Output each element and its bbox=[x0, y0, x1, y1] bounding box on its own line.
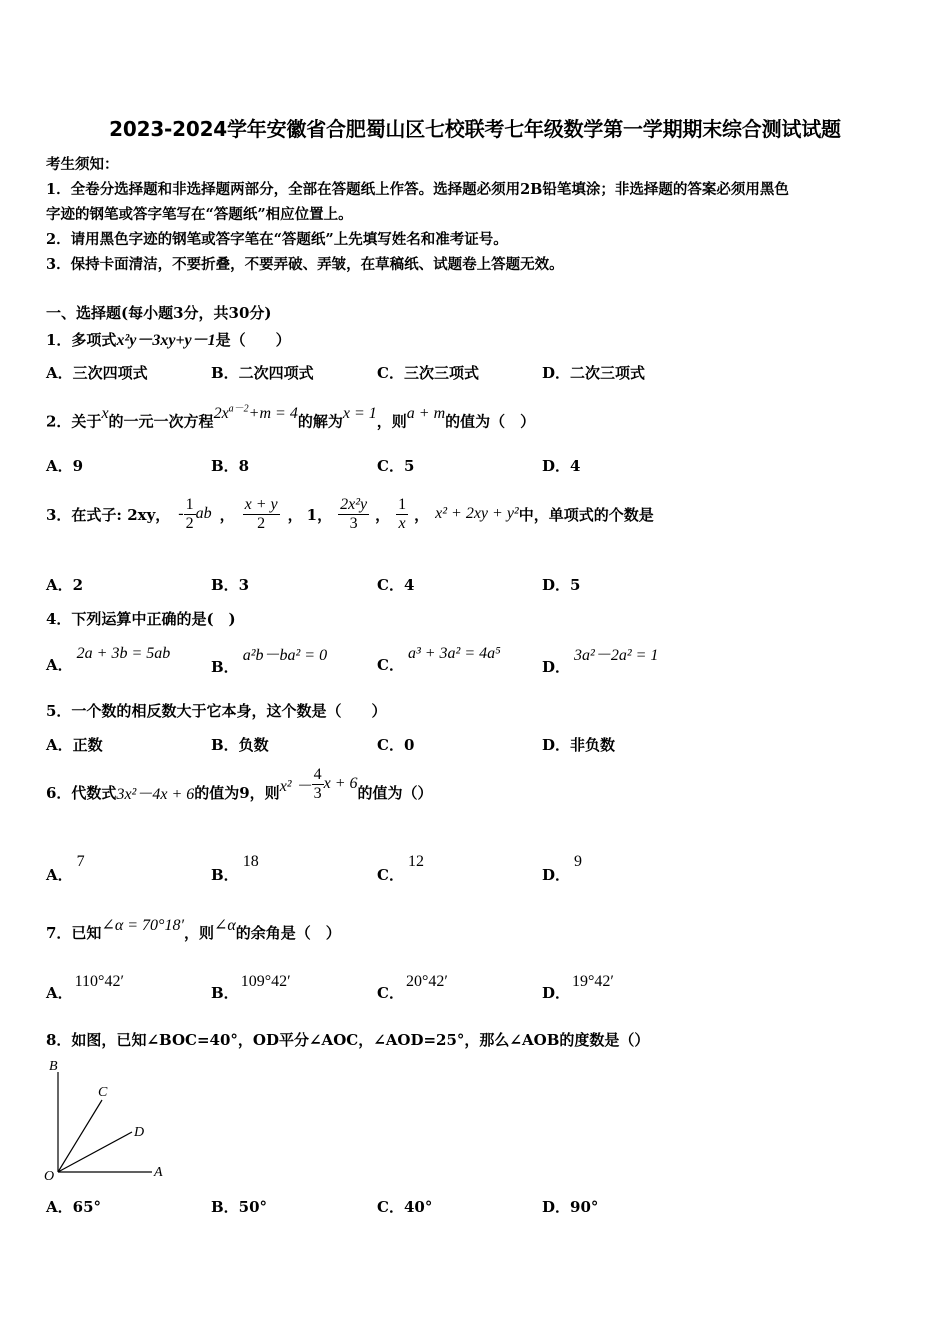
q6-mid: 的值为9，则 bbox=[194, 783, 280, 802]
q3-option-b[interactable]: B．3 bbox=[211, 576, 250, 594]
q6-option-b[interactable]: B．18 bbox=[211, 853, 259, 884]
q7-post: 的余角是（ ） bbox=[235, 924, 341, 942]
label-o: O bbox=[44, 1169, 55, 1183]
q2-option-b[interactable]: B．8 bbox=[211, 457, 250, 475]
question-8: 8．如图，已知∠BOC=40°，OD平分∠AOC，∠AOD=25°，那么∠AOB的度数是（） bbox=[46, 1031, 650, 1049]
q6-post: 的值为（） bbox=[357, 783, 433, 802]
page-title: 2023-2024学年安徽省合肥蜀山区七校联考七年级数学第一学期期末综合测试试题 bbox=[109, 117, 841, 141]
q2-option-a[interactable]: A．9 bbox=[46, 457, 84, 475]
q1-option-c[interactable]: C．三次三项式 bbox=[377, 364, 479, 382]
label-b: B bbox=[49, 1059, 58, 1074]
q6-fraction: $\frac{4}{3}$ bbox=[313, 765, 322, 802]
q3-one: 1， bbox=[306, 505, 333, 524]
q2-mid1: 的一元一次方程 bbox=[108, 412, 214, 431]
notice-heading: 考生须知： bbox=[46, 156, 119, 173]
question-5: 5．一个数的相反数大于它本身，这个数是（ ） bbox=[46, 702, 387, 720]
q6-option-a[interactable]: A．7 bbox=[46, 853, 85, 884]
q3-fraction-4: $\frac{1}{x}$ bbox=[398, 495, 407, 532]
notice-line-1b: 字迹的钢笔或答字笔写在“答题纸”相应位置上。 bbox=[46, 206, 353, 223]
q3-option-c[interactable]: C．4 bbox=[377, 576, 415, 594]
q8-option-c[interactable]: C．40° bbox=[377, 1198, 433, 1216]
q5-option-a[interactable]: A．正数 bbox=[46, 736, 103, 754]
q2-mid2: 的解为 bbox=[297, 412, 343, 431]
notice-line-3: 3．保持卡面清洁，不要折叠，不要弄破、弄皱，在草稿纸、试题卷上答题无效。 bbox=[46, 256, 564, 273]
ray-od bbox=[58, 1132, 132, 1172]
q3-fraction-3: $\frac{\text{2x²y}}{3}$ bbox=[340, 495, 368, 532]
q2-expr: a + m bbox=[406, 405, 446, 423]
q1-option-a[interactable]: A．三次四项式 bbox=[46, 364, 148, 382]
q3-option-a[interactable]: A．2 bbox=[46, 576, 84, 594]
q1-option-d[interactable]: D．二次三项式 bbox=[542, 364, 646, 382]
q6-expr1: 3x²－4x + 6 bbox=[116, 785, 195, 803]
q3-option-d[interactable]: D．5 bbox=[542, 576, 581, 594]
label-d: D bbox=[134, 1125, 145, 1140]
q2-option-c[interactable]: C．5 bbox=[377, 457, 415, 475]
q8-option-b[interactable]: B．50° bbox=[211, 1198, 268, 1216]
q5-option-c[interactable]: C．0 bbox=[377, 736, 415, 754]
q1-post: 是（ ） bbox=[215, 331, 291, 349]
q3-fraction-1: $\frac{1}{2}$ bbox=[185, 495, 194, 532]
q4-option-c[interactable]: C．a³ + 3a² = 4a⁵ bbox=[377, 645, 501, 674]
q2-post: 的值为（ ） bbox=[445, 412, 536, 431]
q4-option-d[interactable]: D．3a²－2a² = 1 bbox=[542, 647, 659, 676]
q3-fraction-2: $\frac{x + y}{2}$ bbox=[244, 495, 278, 532]
notice-line-2: 2．请用黑色字迹的钢笔或答字笔在“答题纸”上先填写姓名和准考证号。 bbox=[46, 231, 508, 248]
q7-expr: ∠α = 70°18′ bbox=[101, 917, 184, 934]
question-7 bbox=[46, 917, 341, 943]
q6-option-c[interactable]: C．12 bbox=[377, 853, 424, 884]
q8-angle-figure bbox=[40, 1058, 175, 1183]
q2-eq-rest: +m = 4 bbox=[248, 405, 298, 423]
q2-mid3: ，则 bbox=[376, 412, 407, 431]
q6-option-d[interactable]: D．9 bbox=[542, 853, 583, 884]
q5-option-d[interactable]: D．非负数 bbox=[542, 736, 616, 754]
question-1 bbox=[46, 327, 291, 350]
q2-eq-exp: a－2 bbox=[228, 404, 249, 415]
q2-pre: 2．关于 bbox=[46, 412, 102, 431]
q6-pre: 6．代数式 bbox=[46, 783, 117, 802]
q8-option-a[interactable]: A．65° bbox=[46, 1198, 102, 1216]
label-c: C bbox=[98, 1085, 108, 1100]
q2-option-d[interactable]: D．4 bbox=[542, 457, 581, 475]
q7-option-a[interactable]: A．110°42′ bbox=[46, 973, 124, 1002]
q2-eq-base: 2x bbox=[213, 405, 229, 423]
label-a: A bbox=[154, 1165, 163, 1180]
notice-line-1: 1．全卷分选择题和非选择题两部分，全部在答题纸上作答。选择题必须用2B铅笔填涂；非选择题的答案必须用黑色 bbox=[46, 181, 789, 198]
q4-option-a[interactable]: A．2a + 3b = 5ab bbox=[46, 645, 171, 674]
q1-option-b[interactable]: B．二次四项式 bbox=[211, 364, 314, 382]
q7-pre: 7．已知 bbox=[46, 924, 102, 942]
question-3: 3．在式子: 2xy， - $\frac{1}{2}$ ab ， $\frac{x + y}{2}$ ， 1， $\frac{\text{2x²y}}{3}$ ， $\frac{1}{x}$ ， x² + 2xy + y² 中，单项式的个数是 bbox=[46, 495, 654, 532]
q2-var: x bbox=[101, 405, 109, 423]
q8-option-d[interactable]: D．90° bbox=[542, 1198, 599, 1216]
q3-post: 中，单项式的个数是 bbox=[518, 505, 654, 524]
q1-expr: x²y－3xy+y－1 bbox=[116, 332, 216, 349]
ray-oc bbox=[58, 1100, 102, 1172]
q2-solution: x = 1 bbox=[342, 405, 377, 423]
q5-option-b[interactable]: B．负数 bbox=[211, 736, 269, 754]
q3-f1-rest: ab bbox=[195, 505, 212, 522]
q3-last-expr: x² + 2xy + y² bbox=[435, 505, 519, 522]
question-4: 4．下列运算中正确的是( ) bbox=[46, 610, 236, 628]
question-6 bbox=[46, 765, 433, 814]
q6-expr2-a: x² － bbox=[279, 777, 312, 795]
q7-mid: ，则 bbox=[183, 924, 214, 942]
q7-option-b[interactable]: B．109°42′ bbox=[211, 973, 291, 1002]
q6-expr2-b: x + 6 bbox=[323, 775, 358, 792]
q3-pre: 3．在式子: 2xy， bbox=[46, 505, 171, 524]
q1-pre: 1．多项式 bbox=[46, 331, 117, 349]
section-heading: 一、选择题(每小题3分，共30分) bbox=[46, 304, 272, 322]
q7-option-c[interactable]: C．20°42′ bbox=[377, 973, 448, 1002]
q7-option-d[interactable]: D．19°42′ bbox=[542, 973, 614, 1002]
q7-expr2: ∠α bbox=[213, 917, 236, 934]
question-2 bbox=[46, 404, 536, 431]
q4-option-b[interactable]: B．a²b－ba² = 0 bbox=[211, 647, 328, 676]
